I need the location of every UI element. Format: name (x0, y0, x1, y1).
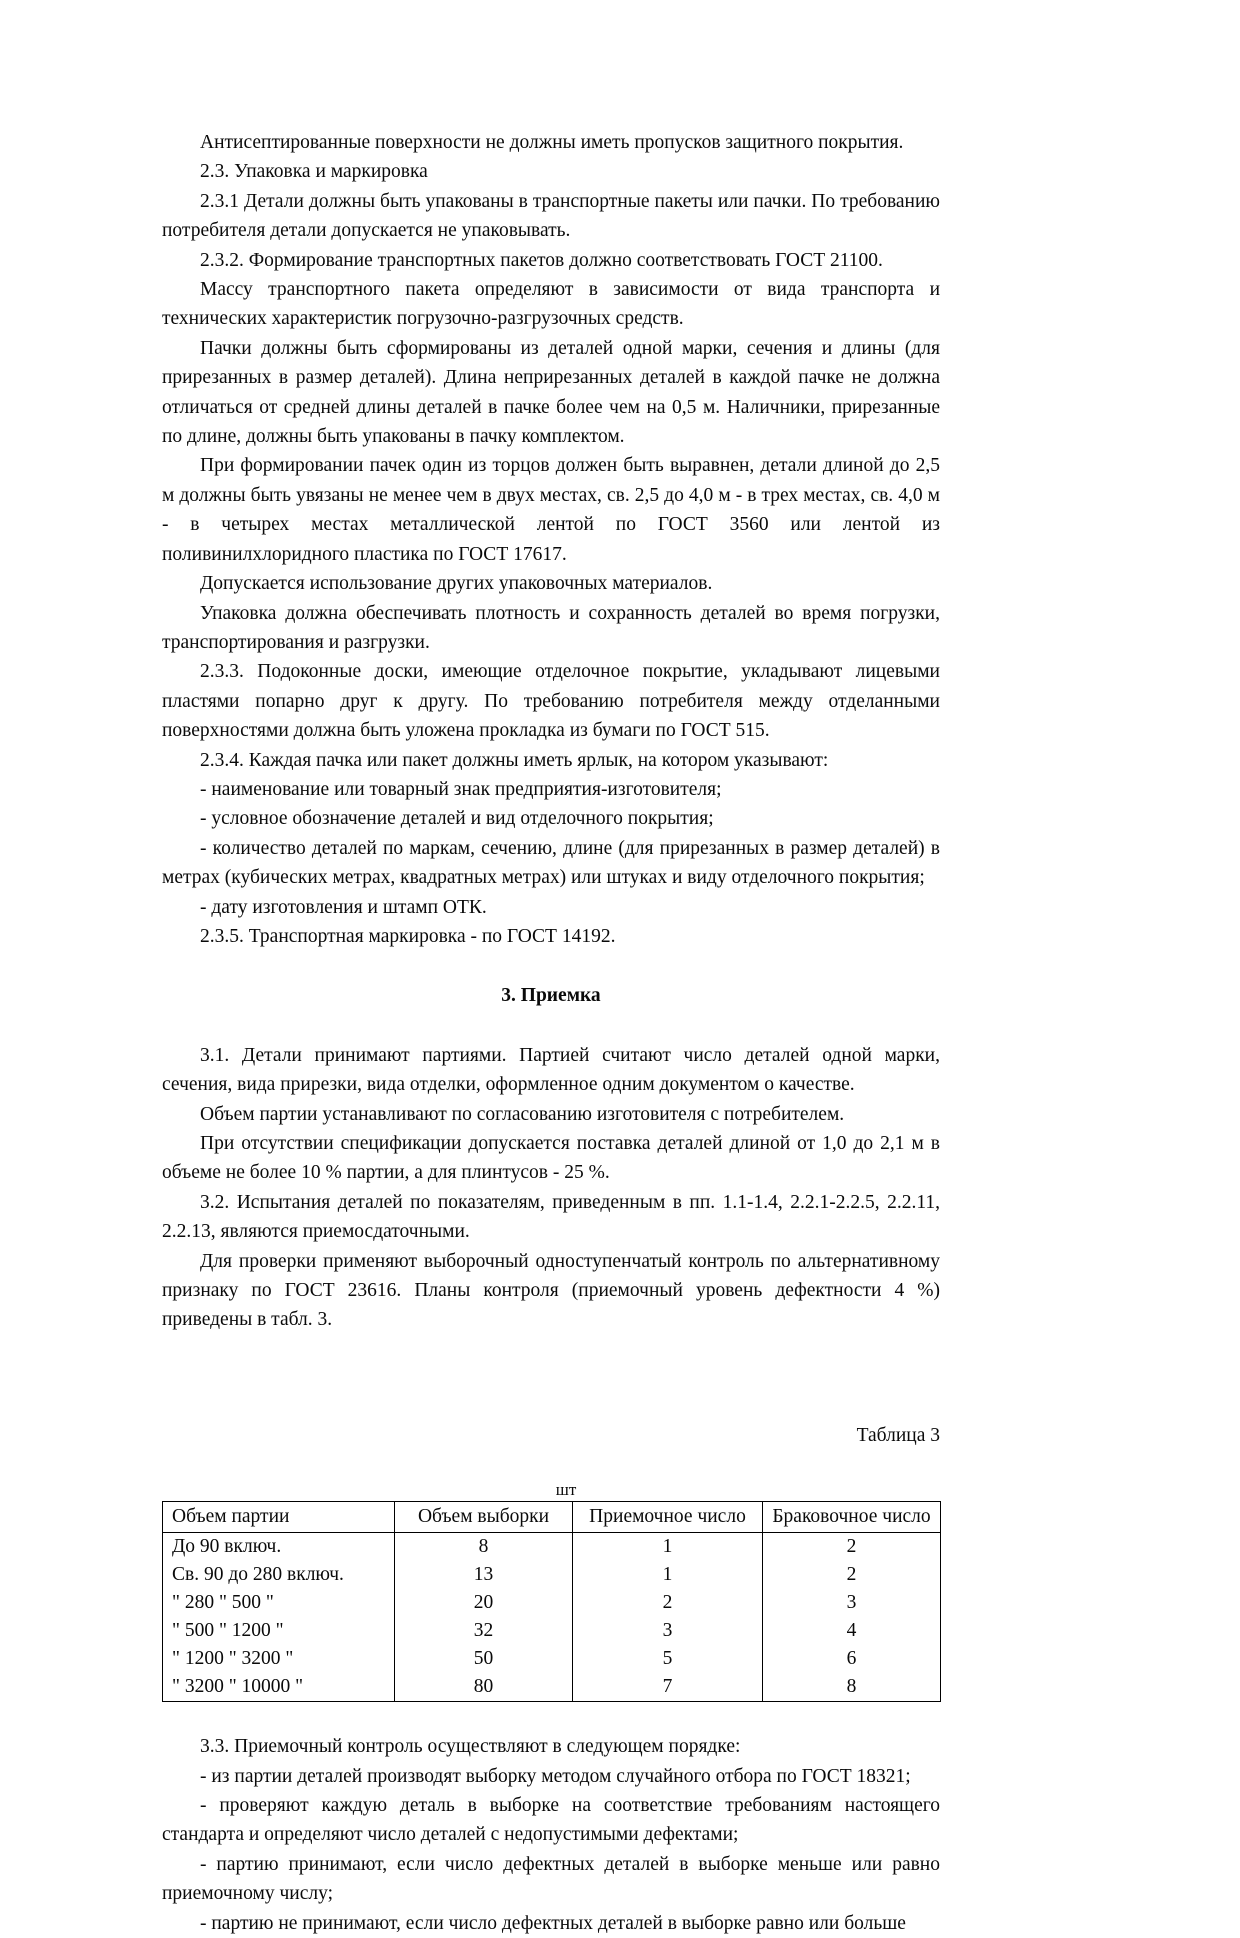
paragraph-3-2: 3.2. Испытания деталей по показателям, приведенным в пп. 1.1-1.4, 2.2.1-2.2.5, 2.2.11, 2.2.13, являются приемосдаточными. (162, 1191, 940, 1243)
list-item-quantity: - количество деталей по маркам, сечению, длине (для прирезанных в размер деталей) в метрах (кубических метрах, квадратных метрах) или штуках и виду отделочного покрытия; (162, 837, 940, 889)
section-heading-acceptance: 3. Приемка (501, 985, 601, 1007)
paragraph-lot-volume: Объем партии устанавливают по согласованию изготовителя с потребителем. (200, 1103, 845, 1125)
table-cell-acceptance-number: 1 (573, 1533, 763, 1562)
paragraph-sampling-control: Для проверки применяют выборочный одноступенчатый контроль по альтернативному признаку по ГОСТ 23616. Планы контроля (приемочный уровень дефектности 4 %) приведены в табл. 3. (162, 1250, 940, 1331)
table-cell-acceptance-number: 3 (573, 1617, 763, 1645)
table-cell-acceptance-number: 7 (573, 1673, 763, 1702)
caption-spacer (162, 1450, 940, 1479)
table-spacer-above (162, 1335, 940, 1421)
page-content (162, 128, 940, 1938)
table-cell-rejection-number: 8 (763, 1673, 941, 1702)
table-header-rejection-number: Браковочное число (763, 1502, 941, 1533)
paragraph-bundles: Пачки должны быть сформированы из деталей одной марки, сечения и длины (для прирезанных в размер деталей). Длина неприрезанных деталей в каждой пачке не должна отличаться от средней длины деталей в пачке более чем на 0,5 м. Наличники, прирезанные по длине, должны быть упакованы в пачку комплектом. (162, 337, 940, 448)
table-header-row (163, 1502, 941, 1533)
paragraph-no-specification: При отсутствии спецификации допускается поставка деталей длиной от 1,0 до 2,1 м в объеме не более 10 % партии, а для плинтусов - 25 %. (162, 1133, 940, 1184)
table-cell-rejection-number: 2 (763, 1561, 941, 1589)
table-cell-acceptance-number: 1 (573, 1561, 763, 1589)
heading-spacer-above (162, 951, 940, 981)
paragraph-2-3-4: 2.3.4. Каждая пачка или пакет должны иметь ярлык, на котором указывают: (200, 749, 829, 771)
table-cell-lot-volume: " 280 " 500 " (163, 1589, 395, 1617)
table-cell-acceptance-number: 5 (573, 1645, 763, 1673)
list-item-reject-lot: - партию не принимают, если число дефектных деталей в выборке равно или больше (200, 1912, 906, 1934)
table-row (163, 1673, 941, 1702)
table-cell-lot-volume: До 90 включ. (163, 1533, 395, 1562)
paragraph-2-3-heading: 2.3. Упаковка и маркировка (200, 161, 428, 183)
list-item-part-designation: - условное обозначение деталей и вид отделочного покрытия; (200, 808, 714, 830)
table-caption: Таблица 3 (856, 1424, 940, 1446)
list-item-random-sampling: - из партии деталей производят выборку методом случайного отбора по ГОСТ 18321; (200, 1765, 911, 1787)
table-cell-lot-volume: Св. 90 до 280 включ. (163, 1561, 395, 1589)
table-cell-rejection-number: 2 (763, 1533, 941, 1562)
table-cell-lot-volume: " 3200 " 10000 " (163, 1673, 395, 1702)
table-cell-sample-volume: 20 (395, 1589, 573, 1617)
table-header-lot-volume: Объем партии (163, 1502, 395, 1533)
paragraph-other-materials: Допускается использование других упаковочных материалов. (200, 573, 713, 595)
paragraph-3-3: 3.3. Приемочный контроль осуществляют в следующем порядке: (200, 1736, 741, 1758)
paragraph-bundle-forming: При формировании пачек один из торцов должен быть выравнен, детали длиной до 2,5 м должны быть увязаны не менее чем в двух местах, св. 2,5 до 4,0 м - в трех местах, св. 4,0 м - в четырех местах металлической лентой по ГОСТ 3560 или лентой из поливинилхлоридного пластика по ГОСТ 17617. (162, 455, 940, 565)
table-row (163, 1561, 941, 1589)
paragraph-package-mass: Массу транспортного пакета определяют в зависимости от вида транспорта и технических характеристик погрузочно-разгрузочных средств. (162, 279, 940, 330)
table-cell-sample-volume: 32 (395, 1617, 573, 1645)
acceptance-plans-table (162, 1501, 941, 1702)
table-units-label: шт (555, 1480, 577, 1500)
table-cell-sample-volume: 50 (395, 1645, 573, 1673)
table-row (163, 1617, 941, 1645)
table-row (163, 1645, 941, 1673)
table-cell-rejection-number: 3 (763, 1589, 941, 1617)
table-cell-rejection-number: 6 (763, 1645, 941, 1673)
table-cell-sample-volume: 80 (395, 1673, 573, 1702)
paragraph-3-1: 3.1. Детали принимают партиями. Партией считают число деталей одной марки, сечения, вида прирезки, вида отделки, оформленное одним документом о качестве. (162, 1044, 940, 1096)
table-spacer-below (162, 1702, 940, 1732)
table-header-acceptance-number: Приемочное число (573, 1502, 763, 1533)
table-row (163, 1589, 941, 1617)
table-header-sample-volume: Объем выборки (395, 1502, 573, 1533)
table-row (163, 1533, 941, 1562)
paragraph-2-3-3: 2.3.3. Подоконные доски, имеющие отделочное покрытие, укладывают лицевыми пластями попарно друг к другу. По требованию потребителя между отделанными поверхностями должна быть уложена прокладка из бумаги по ГОСТ 515. (162, 661, 940, 742)
paragraph-2-3-1: 2.3.1 Детали должны быть упакованы в транспортные пакеты или пачки. По требованию потребителя детали допускается не упаковывать. (162, 190, 940, 242)
table-cell-sample-volume: 13 (395, 1561, 573, 1589)
list-item-inspect-each-part: - проверяют каждую деталь в выборке на соответствие требованиям настоящего стандарта и определяют число деталей с недопустимыми дефектами; (162, 1795, 940, 1846)
table-cell-rejection-number: 4 (763, 1617, 941, 1645)
table-cell-acceptance-number: 2 (573, 1589, 763, 1617)
paragraph-packaging-density: Упаковка должна обеспечивать плотность и сохранность деталей во время погрузки, транспортирования и разгрузки. (162, 602, 940, 653)
table-cell-sample-volume: 8 (395, 1533, 573, 1562)
heading-spacer-below (162, 1011, 940, 1041)
table-cell-lot-volume: " 500 " 1200 " (163, 1617, 395, 1645)
paragraph-antiseptic: Антисептированные поверхности не должны иметь пропусков защитного покрытия. (200, 132, 904, 153)
paragraph-2-3-5: 2.3.5. Транспортная маркировка - по ГОСТ 14192. (200, 925, 616, 947)
paragraph-2-3-2: 2.3.2. Формирование транспортных пакетов должно соответствовать ГОСТ 21100. (200, 249, 883, 271)
list-item-date-stamp: - дату изготовления и штамп ОТК. (200, 896, 487, 918)
list-item-accept-lot: - партию принимают, если число дефектных деталей в выборке меньше или равно приемочному числу; (162, 1853, 940, 1905)
list-item-manufacturer-name: - наименование или товарный знак предприятия-изготовителя; (200, 778, 722, 800)
table-cell-lot-volume: " 1200 " 3200 " (163, 1645, 395, 1673)
